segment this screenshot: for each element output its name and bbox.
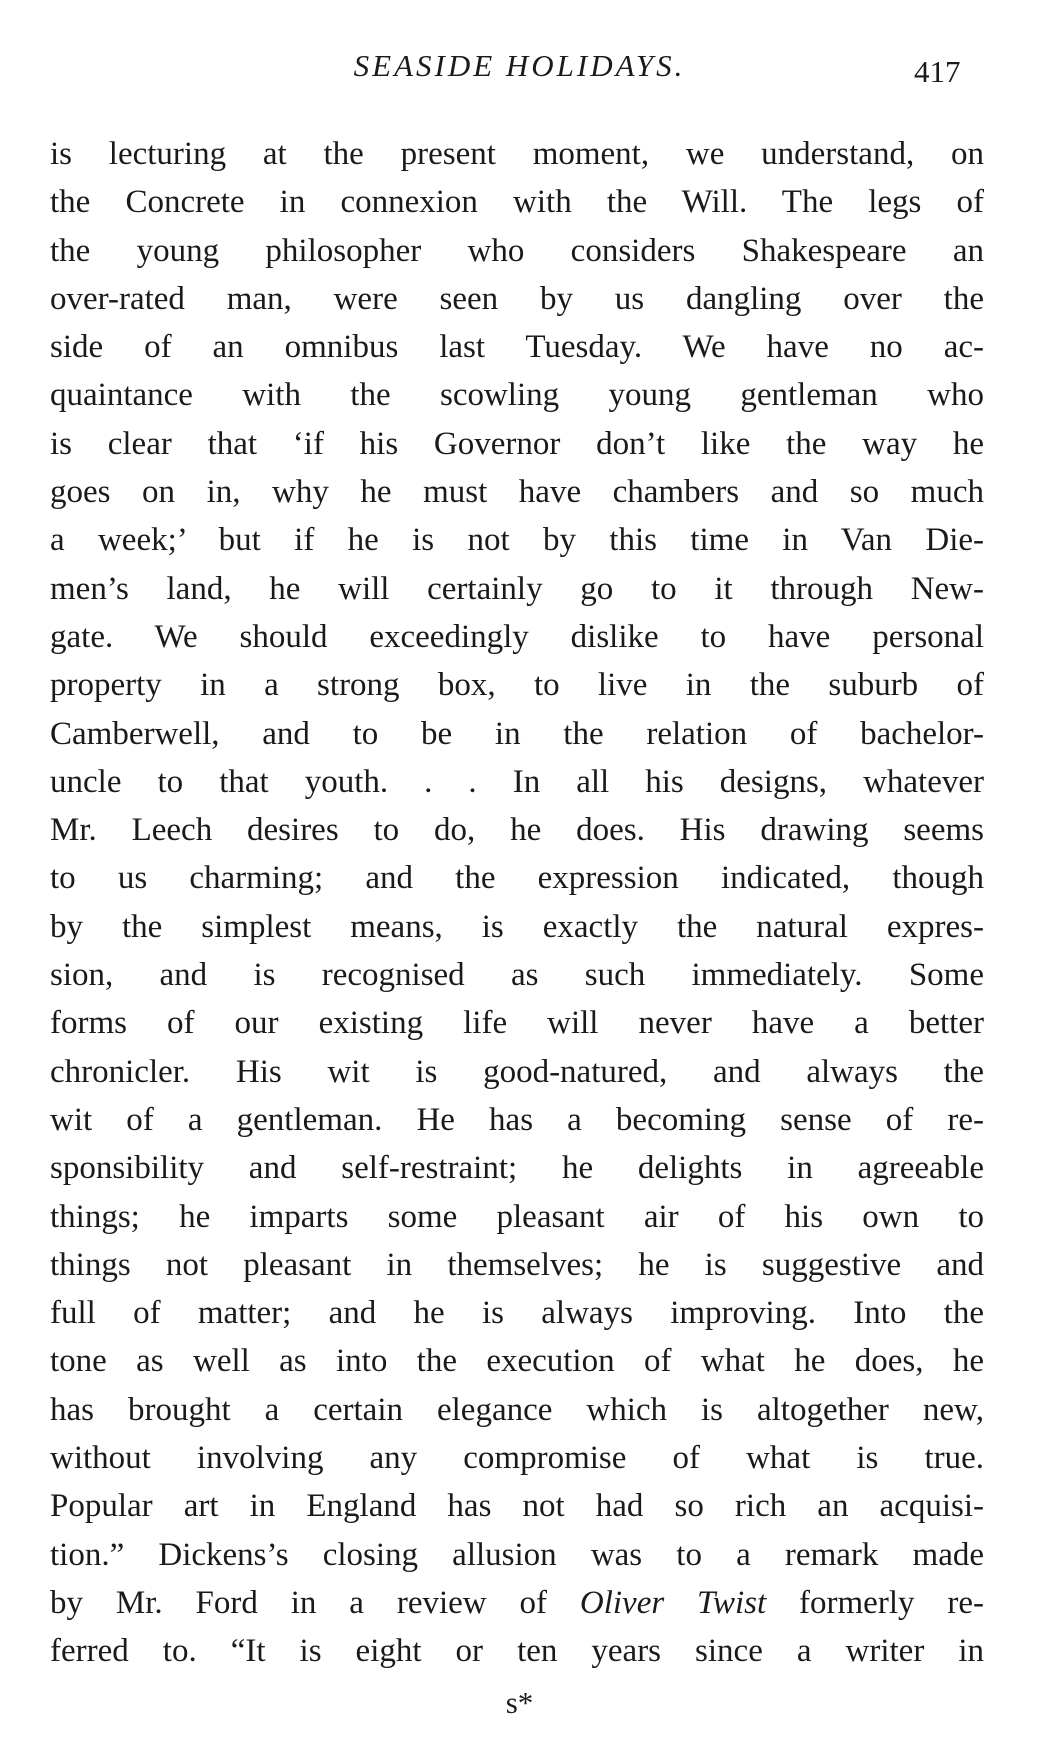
- body-text: [50, 130, 984, 1676]
- text-line: uncle to that youth. . . In all his designs, whatever: [50, 763, 984, 800]
- line-segment: formerly re-: [766, 1584, 984, 1621]
- text-line: by the simplest means, is exactly the natural expres-: [50, 908, 984, 945]
- text-line: over-rated man, were seen by us dangling over the: [50, 280, 984, 317]
- text-line: the young philosopher who considers Shakespeare an: [50, 232, 984, 269]
- text-line: without involving any compromise of what is true.: [50, 1440, 984, 1477]
- signature-mark: s*: [505, 1685, 534, 1720]
- page-number: 417: [914, 54, 961, 89]
- text-line: the Concrete in connexion with the Will. The legs of: [50, 184, 984, 221]
- text-line: tone as well as into the execution of what he does, he: [50, 1343, 984, 1380]
- text-line: Camberwell, and to be in the relation of bachelor-: [50, 715, 984, 752]
- text-line: Mr. Leech desires to do, he does. His drawing seems: [50, 812, 984, 849]
- text-line: things; he imparts some pleasant air of his own to: [50, 1198, 984, 1235]
- text-line: sponsibility and self-restraint; he delights in agreeable: [50, 1150, 984, 1187]
- text-line: ferred to. “It is eight or ten years since a writer in: [50, 1633, 984, 1670]
- text-line: has brought a certain elegance which is altogether new,: [50, 1391, 984, 1428]
- text-line: sion, and is recognised as such immediately. Some: [50, 957, 984, 994]
- text-line: property in a strong box, to live in the suburb of: [50, 667, 984, 704]
- text-line: full of matter; and he is always improving. Into the: [50, 1295, 984, 1332]
- text-line: is lecturing at the present moment, we understand, on: [50, 136, 984, 172]
- line-segment: by Mr. Ford in a review of: [50, 1584, 580, 1621]
- text-line: things not pleasant in themselves; he is suggestive and: [50, 1246, 984, 1283]
- text-line: goes on in, why he must have chambers and so much: [50, 474, 984, 511]
- text-line: men’s land, he will certainly go to it through New-: [50, 570, 984, 607]
- text-line: wit of a gentleman. He has a becoming sense of re-: [50, 1101, 984, 1138]
- text-line: quaintance with the scowling young gentleman who: [50, 377, 984, 414]
- text-line: is clear that ‘if his Governor don’t like the way he: [50, 425, 984, 462]
- text-line: side of an omnibus last Tuesday. We have no ac-: [50, 329, 984, 366]
- text-line: to us charming; and the expression indicated, though: [50, 860, 984, 897]
- running-head: [0, 48, 1039, 88]
- text-line: Popular art in England has not had so rich an acquisi-: [50, 1488, 984, 1525]
- text-line: tion.” Dickens’s closing allusion was to a remark made: [50, 1536, 984, 1573]
- text-line: gate. We should exceedingly dislike to have personal: [50, 618, 984, 655]
- text-line-with-title: [50, 1579, 984, 1627]
- running-title: SEASIDE HOLIDAYS.: [353, 48, 686, 83]
- book-title: Oliver Twist: [579, 1584, 767, 1621]
- text-line: chronicler. His wit is good-natured, and always the: [50, 1053, 984, 1090]
- text-line: a week;’ but if he is not by this time in Van Die-: [50, 522, 984, 559]
- text-line: forms of our existing life will never have a better: [50, 1005, 984, 1042]
